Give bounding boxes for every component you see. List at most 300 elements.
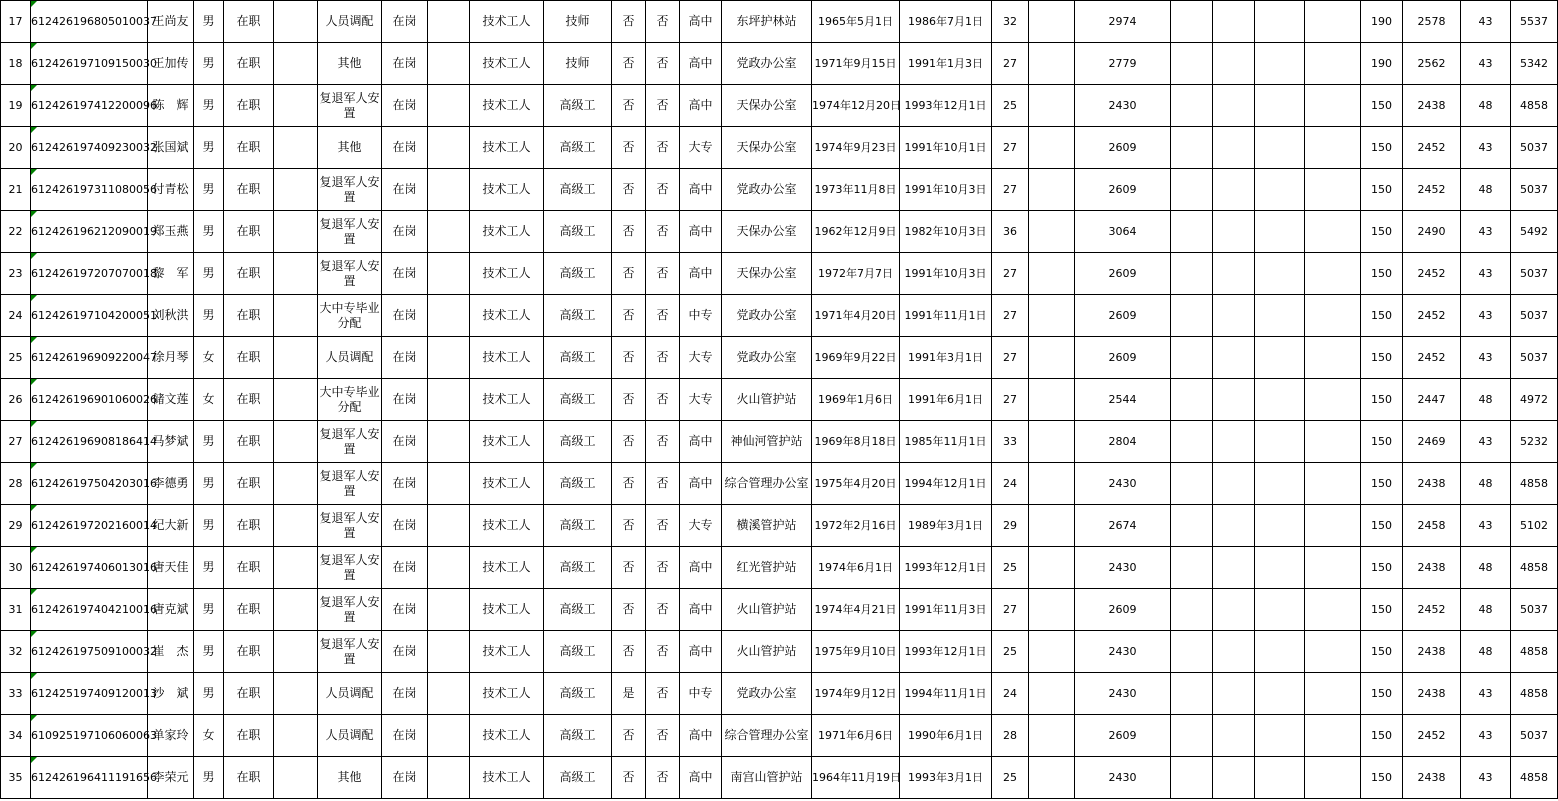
cell-blank-g[interactable]: [1305, 295, 1361, 337]
cell-salary-total[interactable]: 5342: [1511, 43, 1558, 85]
cell-blank-d[interactable]: [1171, 127, 1213, 169]
cell-blank-e[interactable]: [1213, 421, 1255, 463]
cell-gender[interactable]: 男: [194, 127, 224, 169]
cell-salary-c[interactable]: 2452: [1403, 253, 1461, 295]
cell-job-category[interactable]: 技术工人: [470, 421, 544, 463]
cell-blank-e[interactable]: [1213, 547, 1255, 589]
cell-post-status[interactable]: 在岗: [382, 715, 428, 757]
cell-years-of-service[interactable]: 24: [992, 673, 1029, 715]
cell-salary-a[interactable]: 3064: [1075, 211, 1171, 253]
cell-flag-b[interactable]: 否: [646, 253, 680, 295]
cell-name[interactable]: 纪大新: [148, 505, 194, 547]
cell-blank-e[interactable]: [1213, 673, 1255, 715]
cell-salary-total[interactable]: 5037: [1511, 253, 1558, 295]
cell-blank-g[interactable]: [1305, 85, 1361, 127]
cell-salary-c[interactable]: 2452: [1403, 169, 1461, 211]
cell-salary-b[interactable]: 150: [1361, 547, 1403, 589]
cell-blank-e[interactable]: [1213, 295, 1255, 337]
cell-id-number[interactable]: 612426197509100032: [31, 631, 148, 673]
cell-blank-b[interactable]: [428, 463, 470, 505]
cell-blank-a[interactable]: [274, 715, 318, 757]
cell-salary-total[interactable]: 5102: [1511, 505, 1558, 547]
cell-salary-c[interactable]: 2438: [1403, 757, 1461, 799]
cell-employment-status[interactable]: 在职: [224, 379, 274, 421]
cell-blank-e[interactable]: [1213, 337, 1255, 379]
cell-employment-status[interactable]: 在职: [224, 757, 274, 799]
cell-blank-a[interactable]: [274, 463, 318, 505]
cell-salary-total[interactable]: 5037: [1511, 169, 1558, 211]
cell-blank-g[interactable]: [1305, 169, 1361, 211]
cell-salary-a[interactable]: 2609: [1075, 337, 1171, 379]
cell-flag-a[interactable]: 否: [612, 295, 646, 337]
cell-birth-date[interactable]: 1969年1月6日: [812, 379, 900, 421]
cell-id-number[interactable]: 612426197404210016: [31, 589, 148, 631]
cell-name[interactable]: 刘秋洪: [148, 295, 194, 337]
cell-blank-f[interactable]: [1255, 631, 1305, 673]
cell-name[interactable]: 黎 军: [148, 253, 194, 295]
cell-skill-level[interactable]: 高级工: [544, 757, 612, 799]
cell-post-status[interactable]: 在岗: [382, 631, 428, 673]
cell-job-category[interactable]: 技术工人: [470, 295, 544, 337]
cell-post-status[interactable]: 在岗: [382, 127, 428, 169]
cell-employment-status[interactable]: 在职: [224, 211, 274, 253]
cell-job-category[interactable]: 技术工人: [470, 589, 544, 631]
cell-salary-d[interactable]: 48: [1461, 463, 1511, 505]
cell-education[interactable]: 高中: [680, 715, 722, 757]
cell-blank-b[interactable]: [428, 295, 470, 337]
cell-blank-d[interactable]: [1171, 337, 1213, 379]
cell-post-status[interactable]: 在岗: [382, 463, 428, 505]
cell-salary-c[interactable]: 2438: [1403, 673, 1461, 715]
cell-job-category[interactable]: 技术工人: [470, 85, 544, 127]
cell-flag-b[interactable]: 否: [646, 505, 680, 547]
cell-post-status[interactable]: 在岗: [382, 211, 428, 253]
cell-employment-status[interactable]: 在职: [224, 253, 274, 295]
cell-name[interactable]: 马梦斌: [148, 421, 194, 463]
cell-salary-a[interactable]: 2779: [1075, 43, 1171, 85]
cell-salary-d[interactable]: 43: [1461, 211, 1511, 253]
cell-birth-date[interactable]: 1962年12月9日: [812, 211, 900, 253]
cell-blank-e[interactable]: [1213, 379, 1255, 421]
cell-salary-c[interactable]: 2452: [1403, 127, 1461, 169]
cell-blank-b[interactable]: [428, 85, 470, 127]
cell-blank-g[interactable]: [1305, 631, 1361, 673]
cell-department[interactable]: 天保办公室: [722, 253, 812, 295]
cell-blank-a[interactable]: [274, 295, 318, 337]
cell-source[interactable]: 复退军人安置: [318, 547, 382, 589]
cell-years-of-service[interactable]: 27: [992, 43, 1029, 85]
cell-salary-a[interactable]: 2974: [1075, 1, 1171, 43]
cell-job-category[interactable]: 技术工人: [470, 547, 544, 589]
cell-blank-g[interactable]: [1305, 253, 1361, 295]
cell-source[interactable]: 其他: [318, 757, 382, 799]
cell-salary-b[interactable]: 150: [1361, 169, 1403, 211]
cell-row-number[interactable]: 18: [1, 43, 31, 85]
cell-skill-level[interactable]: 高级工: [544, 253, 612, 295]
cell-salary-a[interactable]: 2674: [1075, 505, 1171, 547]
cell-row-number[interactable]: 35: [1, 757, 31, 799]
cell-salary-b[interactable]: 150: [1361, 589, 1403, 631]
cell-name[interactable]: 王加传: [148, 43, 194, 85]
cell-flag-a[interactable]: 否: [612, 379, 646, 421]
cell-employment-status[interactable]: 在职: [224, 85, 274, 127]
cell-blank-e[interactable]: [1213, 757, 1255, 799]
cell-id-number[interactable]: 612426197104200051: [31, 295, 148, 337]
cell-years-of-service[interactable]: 24: [992, 463, 1029, 505]
cell-salary-d[interactable]: 43: [1461, 421, 1511, 463]
cell-blank-c[interactable]: [1029, 253, 1075, 295]
cell-post-status[interactable]: 在岗: [382, 673, 428, 715]
cell-salary-d[interactable]: 48: [1461, 85, 1511, 127]
cell-blank-c[interactable]: [1029, 295, 1075, 337]
cell-job-category[interactable]: 技术工人: [470, 631, 544, 673]
cell-row-number[interactable]: 30: [1, 547, 31, 589]
cell-source[interactable]: 人员调配: [318, 1, 382, 43]
cell-employment-status[interactable]: 在职: [224, 127, 274, 169]
cell-salary-c[interactable]: 2562: [1403, 43, 1461, 85]
cell-work-start-date[interactable]: 1994年12月1日: [900, 463, 992, 505]
cell-name[interactable]: 李德勇: [148, 463, 194, 505]
cell-blank-a[interactable]: [274, 673, 318, 715]
cell-flag-a[interactable]: 否: [612, 757, 646, 799]
cell-blank-g[interactable]: [1305, 337, 1361, 379]
cell-blank-a[interactable]: [274, 211, 318, 253]
cell-blank-b[interactable]: [428, 673, 470, 715]
cell-id-number[interactable]: 612426197409230032: [31, 127, 148, 169]
cell-post-status[interactable]: 在岗: [382, 379, 428, 421]
cell-flag-a[interactable]: 是: [612, 673, 646, 715]
cell-blank-b[interactable]: [428, 379, 470, 421]
cell-job-category[interactable]: 技术工人: [470, 337, 544, 379]
cell-blank-e[interactable]: [1213, 715, 1255, 757]
cell-flag-b[interactable]: 否: [646, 715, 680, 757]
cell-education[interactable]: 中专: [680, 673, 722, 715]
cell-employment-status[interactable]: 在职: [224, 673, 274, 715]
cell-salary-a[interactable]: 2430: [1075, 631, 1171, 673]
cell-name[interactable]: 唐天佳: [148, 547, 194, 589]
cell-flag-a[interactable]: 否: [612, 421, 646, 463]
cell-id-number[interactable]: 612426197412200096: [31, 85, 148, 127]
cell-post-status[interactable]: 在岗: [382, 337, 428, 379]
cell-source[interactable]: 大中专毕业分配: [318, 295, 382, 337]
cell-education[interactable]: 大专: [680, 505, 722, 547]
cell-blank-f[interactable]: [1255, 337, 1305, 379]
cell-birth-date[interactable]: 1964年11月19日: [812, 757, 900, 799]
cell-flag-b[interactable]: 否: [646, 85, 680, 127]
cell-flag-b[interactable]: 否: [646, 757, 680, 799]
cell-flag-a[interactable]: 否: [612, 505, 646, 547]
cell-salary-b[interactable]: 150: [1361, 337, 1403, 379]
cell-salary-total[interactable]: 4858: [1511, 85, 1558, 127]
cell-gender[interactable]: 男: [194, 631, 224, 673]
cell-work-start-date[interactable]: 1993年12月1日: [900, 85, 992, 127]
cell-years-of-service[interactable]: 27: [992, 253, 1029, 295]
cell-salary-d[interactable]: 43: [1461, 337, 1511, 379]
cell-flag-b[interactable]: 否: [646, 589, 680, 631]
cell-education[interactable]: 高中: [680, 43, 722, 85]
cell-blank-c[interactable]: [1029, 43, 1075, 85]
cell-blank-c[interactable]: [1029, 379, 1075, 421]
cell-job-category[interactable]: 技术工人: [470, 127, 544, 169]
cell-blank-e[interactable]: [1213, 169, 1255, 211]
cell-row-number[interactable]: 21: [1, 169, 31, 211]
cell-name[interactable]: 储文莲: [148, 379, 194, 421]
cell-row-number[interactable]: 33: [1, 673, 31, 715]
cell-blank-b[interactable]: [428, 253, 470, 295]
cell-blank-g[interactable]: [1305, 673, 1361, 715]
cell-employment-status[interactable]: 在职: [224, 715, 274, 757]
cell-flag-a[interactable]: 否: [612, 463, 646, 505]
cell-salary-total[interactable]: 5492: [1511, 211, 1558, 253]
cell-salary-total[interactable]: 5037: [1511, 127, 1558, 169]
cell-flag-b[interactable]: 否: [646, 463, 680, 505]
cell-flag-a[interactable]: 否: [612, 1, 646, 43]
cell-blank-d[interactable]: [1171, 43, 1213, 85]
cell-department[interactable]: 火山管护站: [722, 379, 812, 421]
cell-employment-status[interactable]: 在职: [224, 505, 274, 547]
cell-source[interactable]: 其他: [318, 127, 382, 169]
cell-job-category[interactable]: 技术工人: [470, 463, 544, 505]
cell-birth-date[interactable]: 1974年9月23日: [812, 127, 900, 169]
cell-post-status[interactable]: 在岗: [382, 295, 428, 337]
cell-birth-date[interactable]: 1975年4月20日: [812, 463, 900, 505]
cell-blank-f[interactable]: [1255, 85, 1305, 127]
cell-salary-d[interactable]: 43: [1461, 1, 1511, 43]
cell-post-status[interactable]: 在岗: [382, 43, 428, 85]
cell-education[interactable]: 高中: [680, 85, 722, 127]
cell-blank-d[interactable]: [1171, 421, 1213, 463]
cell-row-number[interactable]: 24: [1, 295, 31, 337]
cell-blank-a[interactable]: [274, 421, 318, 463]
cell-blank-g[interactable]: [1305, 757, 1361, 799]
cell-post-status[interactable]: 在岗: [382, 421, 428, 463]
cell-salary-b[interactable]: 150: [1361, 631, 1403, 673]
cell-blank-d[interactable]: [1171, 673, 1213, 715]
cell-skill-level[interactable]: 高级工: [544, 169, 612, 211]
cell-blank-d[interactable]: [1171, 631, 1213, 673]
cell-post-status[interactable]: 在岗: [382, 757, 428, 799]
cell-id-number[interactable]: 612426196908186414: [31, 421, 148, 463]
cell-salary-c[interactable]: 2438: [1403, 463, 1461, 505]
cell-blank-b[interactable]: [428, 169, 470, 211]
cell-blank-c[interactable]: [1029, 1, 1075, 43]
cell-blank-d[interactable]: [1171, 589, 1213, 631]
cell-flag-b[interactable]: 否: [646, 547, 680, 589]
cell-salary-a[interactable]: 2430: [1075, 463, 1171, 505]
cell-salary-c[interactable]: 2438: [1403, 85, 1461, 127]
cell-work-start-date[interactable]: 1991年10月3日: [900, 253, 992, 295]
cell-years-of-service[interactable]: 27: [992, 337, 1029, 379]
cell-education[interactable]: 高中: [680, 253, 722, 295]
cell-job-category[interactable]: 技术工人: [470, 715, 544, 757]
cell-birth-date[interactable]: 1973年11月8日: [812, 169, 900, 211]
cell-salary-c[interactable]: 2452: [1403, 337, 1461, 379]
cell-birth-date[interactable]: 1969年8月18日: [812, 421, 900, 463]
cell-work-start-date[interactable]: 1991年10月3日: [900, 169, 992, 211]
cell-blank-f[interactable]: [1255, 43, 1305, 85]
cell-blank-f[interactable]: [1255, 295, 1305, 337]
cell-education[interactable]: 中专: [680, 295, 722, 337]
cell-salary-d[interactable]: 48: [1461, 169, 1511, 211]
cell-years-of-service[interactable]: 25: [992, 631, 1029, 673]
cell-salary-total[interactable]: 5537: [1511, 1, 1558, 43]
cell-name[interactable]: 唐克斌: [148, 589, 194, 631]
cell-blank-d[interactable]: [1171, 295, 1213, 337]
cell-row-number[interactable]: 27: [1, 421, 31, 463]
cell-skill-level[interactable]: 高级工: [544, 85, 612, 127]
cell-years-of-service[interactable]: 25: [992, 547, 1029, 589]
cell-blank-f[interactable]: [1255, 463, 1305, 505]
cell-education[interactable]: 高中: [680, 547, 722, 589]
cell-blank-a[interactable]: [274, 631, 318, 673]
cell-flag-b[interactable]: 否: [646, 43, 680, 85]
cell-blank-d[interactable]: [1171, 379, 1213, 421]
cell-blank-c[interactable]: [1029, 211, 1075, 253]
cell-post-status[interactable]: 在岗: [382, 169, 428, 211]
cell-flag-a[interactable]: 否: [612, 211, 646, 253]
cell-salary-a[interactable]: 2430: [1075, 757, 1171, 799]
cell-salary-c[interactable]: 2447: [1403, 379, 1461, 421]
cell-blank-g[interactable]: [1305, 421, 1361, 463]
cell-employment-status[interactable]: 在职: [224, 631, 274, 673]
cell-blank-b[interactable]: [428, 631, 470, 673]
cell-salary-d[interactable]: 48: [1461, 379, 1511, 421]
cell-salary-total[interactable]: 4858: [1511, 673, 1558, 715]
cell-name[interactable]: 陈 辉: [148, 85, 194, 127]
cell-birth-date[interactable]: 1974年4月21日: [812, 589, 900, 631]
cell-blank-b[interactable]: [428, 127, 470, 169]
cell-salary-c[interactable]: 2458: [1403, 505, 1461, 547]
cell-skill-level[interactable]: 高级工: [544, 505, 612, 547]
cell-salary-total[interactable]: 5037: [1511, 715, 1558, 757]
cell-employment-status[interactable]: 在职: [224, 463, 274, 505]
cell-blank-b[interactable]: [428, 43, 470, 85]
cell-education[interactable]: 高中: [680, 757, 722, 799]
cell-flag-b[interactable]: 否: [646, 295, 680, 337]
cell-salary-total[interactable]: 5232: [1511, 421, 1558, 463]
cell-blank-b[interactable]: [428, 715, 470, 757]
cell-education[interactable]: 高中: [680, 211, 722, 253]
cell-source[interactable]: 人员调配: [318, 337, 382, 379]
cell-salary-a[interactable]: 2609: [1075, 589, 1171, 631]
cell-id-number[interactable]: 612426196212090019: [31, 211, 148, 253]
cell-birth-date[interactable]: 1965年5月1日: [812, 1, 900, 43]
cell-employment-status[interactable]: 在职: [224, 1, 274, 43]
cell-blank-g[interactable]: [1305, 1, 1361, 43]
cell-flag-b[interactable]: 否: [646, 673, 680, 715]
cell-salary-a[interactable]: 2609: [1075, 169, 1171, 211]
cell-blank-f[interactable]: [1255, 127, 1305, 169]
cell-skill-level[interactable]: 高级工: [544, 211, 612, 253]
cell-source[interactable]: 人员调配: [318, 715, 382, 757]
cell-work-start-date[interactable]: 1993年12月1日: [900, 631, 992, 673]
cell-source[interactable]: 复退军人安置: [318, 85, 382, 127]
cell-blank-b[interactable]: [428, 505, 470, 547]
cell-skill-level[interactable]: 高级工: [544, 547, 612, 589]
cell-salary-b[interactable]: 150: [1361, 673, 1403, 715]
cell-salary-c[interactable]: 2452: [1403, 295, 1461, 337]
cell-salary-a[interactable]: 2804: [1075, 421, 1171, 463]
cell-blank-b[interactable]: [428, 337, 470, 379]
cell-department[interactable]: 天保办公室: [722, 127, 812, 169]
cell-blank-b[interactable]: [428, 547, 470, 589]
cell-department[interactable]: 党政办公室: [722, 337, 812, 379]
cell-birth-date[interactable]: 1971年9月15日: [812, 43, 900, 85]
cell-source[interactable]: 复退军人安置: [318, 211, 382, 253]
cell-gender[interactable]: 男: [194, 211, 224, 253]
cell-salary-d[interactable]: 43: [1461, 757, 1511, 799]
cell-name[interactable]: 沙 斌: [148, 673, 194, 715]
cell-name[interactable]: 张国斌: [148, 127, 194, 169]
cell-salary-d[interactable]: 43: [1461, 43, 1511, 85]
cell-salary-c[interactable]: 2438: [1403, 547, 1461, 589]
cell-salary-a[interactable]: 2609: [1075, 295, 1171, 337]
cell-salary-b[interactable]: 150: [1361, 295, 1403, 337]
cell-birth-date[interactable]: 1971年4月20日: [812, 295, 900, 337]
cell-gender[interactable]: 男: [194, 547, 224, 589]
cell-years-of-service[interactable]: 27: [992, 295, 1029, 337]
cell-id-number[interactable]: 612426196411191656: [31, 757, 148, 799]
cell-blank-g[interactable]: [1305, 547, 1361, 589]
cell-salary-a[interactable]: 2430: [1075, 673, 1171, 715]
cell-source[interactable]: 复退军人安置: [318, 631, 382, 673]
cell-salary-b[interactable]: 190: [1361, 1, 1403, 43]
cell-employment-status[interactable]: 在职: [224, 547, 274, 589]
cell-years-of-service[interactable]: 25: [992, 85, 1029, 127]
cell-blank-g[interactable]: [1305, 505, 1361, 547]
cell-skill-level[interactable]: 高级工: [544, 421, 612, 463]
cell-id-number[interactable]: 612426197406013016: [31, 547, 148, 589]
cell-years-of-service[interactable]: 27: [992, 169, 1029, 211]
cell-department[interactable]: 天保办公室: [722, 85, 812, 127]
cell-job-category[interactable]: 技术工人: [470, 211, 544, 253]
cell-id-number[interactable]: 612426196909220047: [31, 337, 148, 379]
cell-id-number[interactable]: 612426197504203016: [31, 463, 148, 505]
cell-job-category[interactable]: 技术工人: [470, 1, 544, 43]
cell-post-status[interactable]: 在岗: [382, 1, 428, 43]
cell-post-status[interactable]: 在岗: [382, 85, 428, 127]
cell-gender[interactable]: 男: [194, 295, 224, 337]
cell-salary-total[interactable]: 4972: [1511, 379, 1558, 421]
cell-blank-d[interactable]: [1171, 757, 1213, 799]
cell-department[interactable]: 党政办公室: [722, 295, 812, 337]
cell-department[interactable]: 天保办公室: [722, 211, 812, 253]
cell-salary-total[interactable]: 4858: [1511, 463, 1558, 505]
cell-flag-a[interactable]: 否: [612, 127, 646, 169]
cell-blank-a[interactable]: [274, 169, 318, 211]
cell-gender[interactable]: 男: [194, 85, 224, 127]
cell-work-start-date[interactable]: 1991年1月3日: [900, 43, 992, 85]
cell-id-number[interactable]: 612426197207070018: [31, 253, 148, 295]
cell-post-status[interactable]: 在岗: [382, 253, 428, 295]
cell-salary-b[interactable]: 150: [1361, 85, 1403, 127]
cell-post-status[interactable]: 在岗: [382, 505, 428, 547]
cell-salary-a[interactable]: 2430: [1075, 547, 1171, 589]
cell-gender[interactable]: 男: [194, 505, 224, 547]
cell-row-number[interactable]: 25: [1, 337, 31, 379]
cell-flag-b[interactable]: 否: [646, 127, 680, 169]
cell-salary-total[interactable]: 5037: [1511, 337, 1558, 379]
cell-salary-d[interactable]: 43: [1461, 127, 1511, 169]
cell-name[interactable]: 单家玲: [148, 715, 194, 757]
cell-education[interactable]: 高中: [680, 589, 722, 631]
cell-blank-e[interactable]: [1213, 85, 1255, 127]
cell-department[interactable]: 综合管理办公室: [722, 463, 812, 505]
cell-work-start-date[interactable]: 1991年6月1日: [900, 379, 992, 421]
cell-blank-e[interactable]: [1213, 505, 1255, 547]
cell-row-number[interactable]: 17: [1, 1, 31, 43]
cell-source[interactable]: 复退军人安置: [318, 169, 382, 211]
